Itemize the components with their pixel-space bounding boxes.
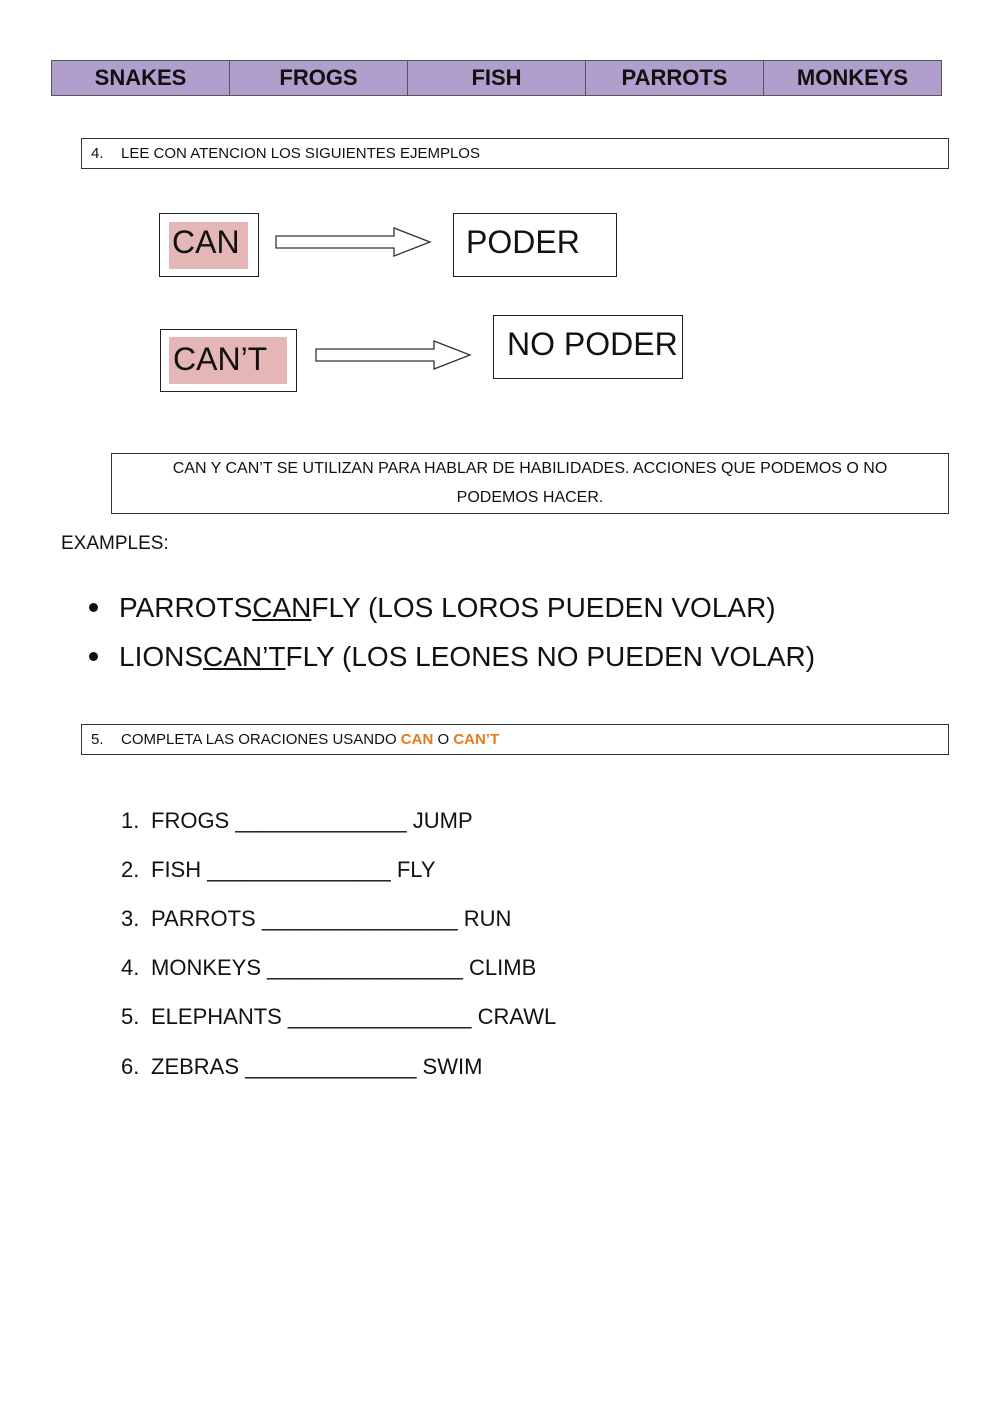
section-title: LEE CON ATENCION LOS SIGUIENTES EJEMPLOS xyxy=(121,145,480,162)
sentence-text: ELEPHANTS _______________ CRAWL xyxy=(151,1004,557,1030)
sentence-number: 3. xyxy=(121,905,140,931)
poder-word: PODER xyxy=(466,224,580,260)
sentence-number: 4. xyxy=(121,955,140,981)
example-keyword: CAN’T xyxy=(203,640,286,672)
sentence-row xyxy=(121,894,556,943)
animal-cell: FROGS xyxy=(229,61,407,95)
section-number: 5. xyxy=(91,731,104,748)
section-title xyxy=(121,731,499,748)
bullet-icon xyxy=(89,652,98,661)
sentence-row xyxy=(121,845,556,894)
sentence-row xyxy=(121,993,556,1042)
examples-list xyxy=(89,583,815,681)
section-5-heading xyxy=(81,724,949,755)
sentence-row xyxy=(121,944,556,993)
bullet-icon xyxy=(89,603,98,612)
sentence-number: 6. xyxy=(121,1053,140,1079)
sentence-number: 1. xyxy=(121,807,140,833)
or-text: O xyxy=(433,731,454,748)
sentence-text: FISH _______________ FLY xyxy=(151,856,436,882)
animals-table xyxy=(51,60,942,96)
animal-cell: FISH xyxy=(407,61,585,95)
example-text-after: FLY (LOS LOROS PUEDEN VOLAR) xyxy=(311,591,776,623)
no-poder-word: NO PODER xyxy=(507,326,678,362)
sentence-text: FROGS ______________ JUMP xyxy=(151,807,473,833)
explanation-line: PODEMOS HACER. xyxy=(456,489,604,506)
example-text-before: PARROTS xyxy=(119,591,253,623)
poder-box xyxy=(453,213,617,277)
sentence-row xyxy=(121,796,556,845)
examples-label: EXAMPLES: xyxy=(61,533,169,554)
sentence-text: MONKEYS ________________ CLIMB xyxy=(151,955,537,981)
sentence-number: 2. xyxy=(121,856,140,882)
explanation-box xyxy=(111,453,949,514)
example-text-before: LIONS xyxy=(119,640,204,672)
section-number: 4. xyxy=(91,145,104,162)
sentence-text: ZEBRAS ______________ SWIM xyxy=(151,1053,483,1079)
cant-box xyxy=(160,329,297,392)
sentence-text: PARROTS ________________ RUN xyxy=(151,905,512,931)
animal-cell: SNAKES xyxy=(94,65,187,90)
section-title-text: COMPLETA LAS ORACIONES USANDO xyxy=(121,731,401,748)
cant-word: CAN’T xyxy=(173,341,268,377)
animal-cell: MONKEYS xyxy=(763,61,941,95)
cant-keyword: CAN’T xyxy=(453,731,500,748)
sentence-row xyxy=(121,1042,556,1091)
can-word: CAN xyxy=(172,224,240,260)
sentence-number: 5. xyxy=(121,1004,140,1030)
example-keyword: CAN xyxy=(252,591,312,623)
animal-cell: PARROTS xyxy=(585,61,763,95)
example-item xyxy=(89,583,815,632)
fill-in-sentences xyxy=(121,796,556,1091)
right-arrow-icon xyxy=(274,226,434,258)
can-keyword: CAN xyxy=(400,731,434,748)
can-box xyxy=(159,213,259,277)
explanation-line: CAN Y CAN’T SE UTILIZAN PARA HABLAR DE HABILIDADES. ACCIONES QUE PODEMOS O NO xyxy=(172,460,888,477)
example-text-after: FLY (LOS LEONES NO PUEDEN VOLAR) xyxy=(285,640,816,672)
section-4-heading xyxy=(81,138,949,169)
no-poder-box xyxy=(493,315,683,379)
right-arrow-icon xyxy=(314,339,474,371)
example-item xyxy=(89,632,815,681)
